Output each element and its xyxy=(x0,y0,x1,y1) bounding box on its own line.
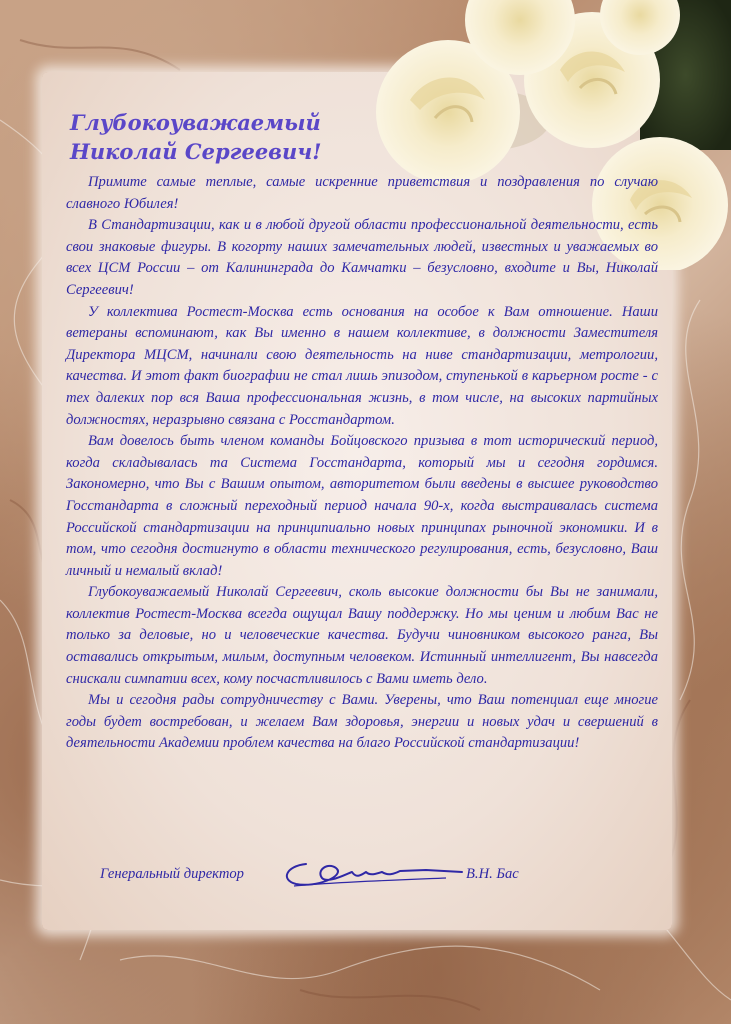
letter-greeting xyxy=(70,108,658,166)
paragraph: Мы и сегодня рады сотрудничеству с Вами. Уверены, что Ваш потенциал еще многие годы будет востребован, и желаем Вам здоровья, энергии и новых удач и свершений в деятельности Академии проблем качества на благо Российской стандартизации! xyxy=(66,692,658,752)
signer-name: В.Н. Бас xyxy=(466,866,519,882)
letter-content xyxy=(66,108,658,755)
paragraph: Вам довелось быть членом команды Бойцовского призыва в тот исторический период, когда складывалась та Система Госстандарта, который мы и сегодня гордимся. Закономерно, что Вы с Вашим опытом, авторитетом были введены в высшее руководство Госстандарта в сложный переходный период начала 90-х, когда выстраивалась система Российской стандартизации на принципиально новых принципах рыночной экономики. И в том, что сегодня достигнуто в области технического регулирования, есть, безусловно, Ваш личный и немалый вклад! xyxy=(66,433,658,579)
signer-title: Генеральный директор xyxy=(100,866,244,882)
greeting-line-2: Николай Сергеевич! xyxy=(70,139,322,164)
handwritten-signature xyxy=(276,858,466,890)
greeting-line-1: Глубокоуважаемый xyxy=(70,110,321,135)
paragraph: Глубокоуважаемый Николай Сергеевич, сколь высокие должности бы Вы не занимали, коллектив Ростест-Москва всегда ощущал Вашу поддержку. Но мы ценим и любим Вас не только за деловые, но и человеческие качества. Будучи чиновником высокого ранга, Вы оставались открытым, милым, доступным человеком. Истинный интеллигент, Вы навсегда снискали симпатии всех, кому посчастливилось с Вами иметь дело. xyxy=(66,584,658,687)
signature-block xyxy=(100,858,540,892)
paragraph: В Стандартизации, как и в любой другой области профессиональной деятельности, есть свои знаковые фигуры. В когорту наших замечательных людей, известных и уважаемых во всех ЦСМ России – от Калининграда до Камчатки – безусловно, входите и Вы, Николай Сергеевич! xyxy=(66,217,658,298)
paragraph: У коллектива Ростест-Москва есть основания на особое к Вам отношение. Наши ветераны вспоминают, как Вы именно в нашем коллективе, в должности Заместителя Директора МЦСМ, начинали свою деятельность на ниве стандартизации, метрологии, качества. И этот факт биографии не стал лишь эпизодом, ступенькой в карьерном росте - с тех далеких пор вся Ваша профессиональная жизнь, в том числе, на высоких партийных должностях, неразрывно связана с Росстандартом. xyxy=(66,303,658,428)
paragraph: Примите самые теплые, самые искренние приветствия и поздравления по случаю славного Юбилея! xyxy=(66,174,658,212)
letter-body xyxy=(66,172,658,755)
